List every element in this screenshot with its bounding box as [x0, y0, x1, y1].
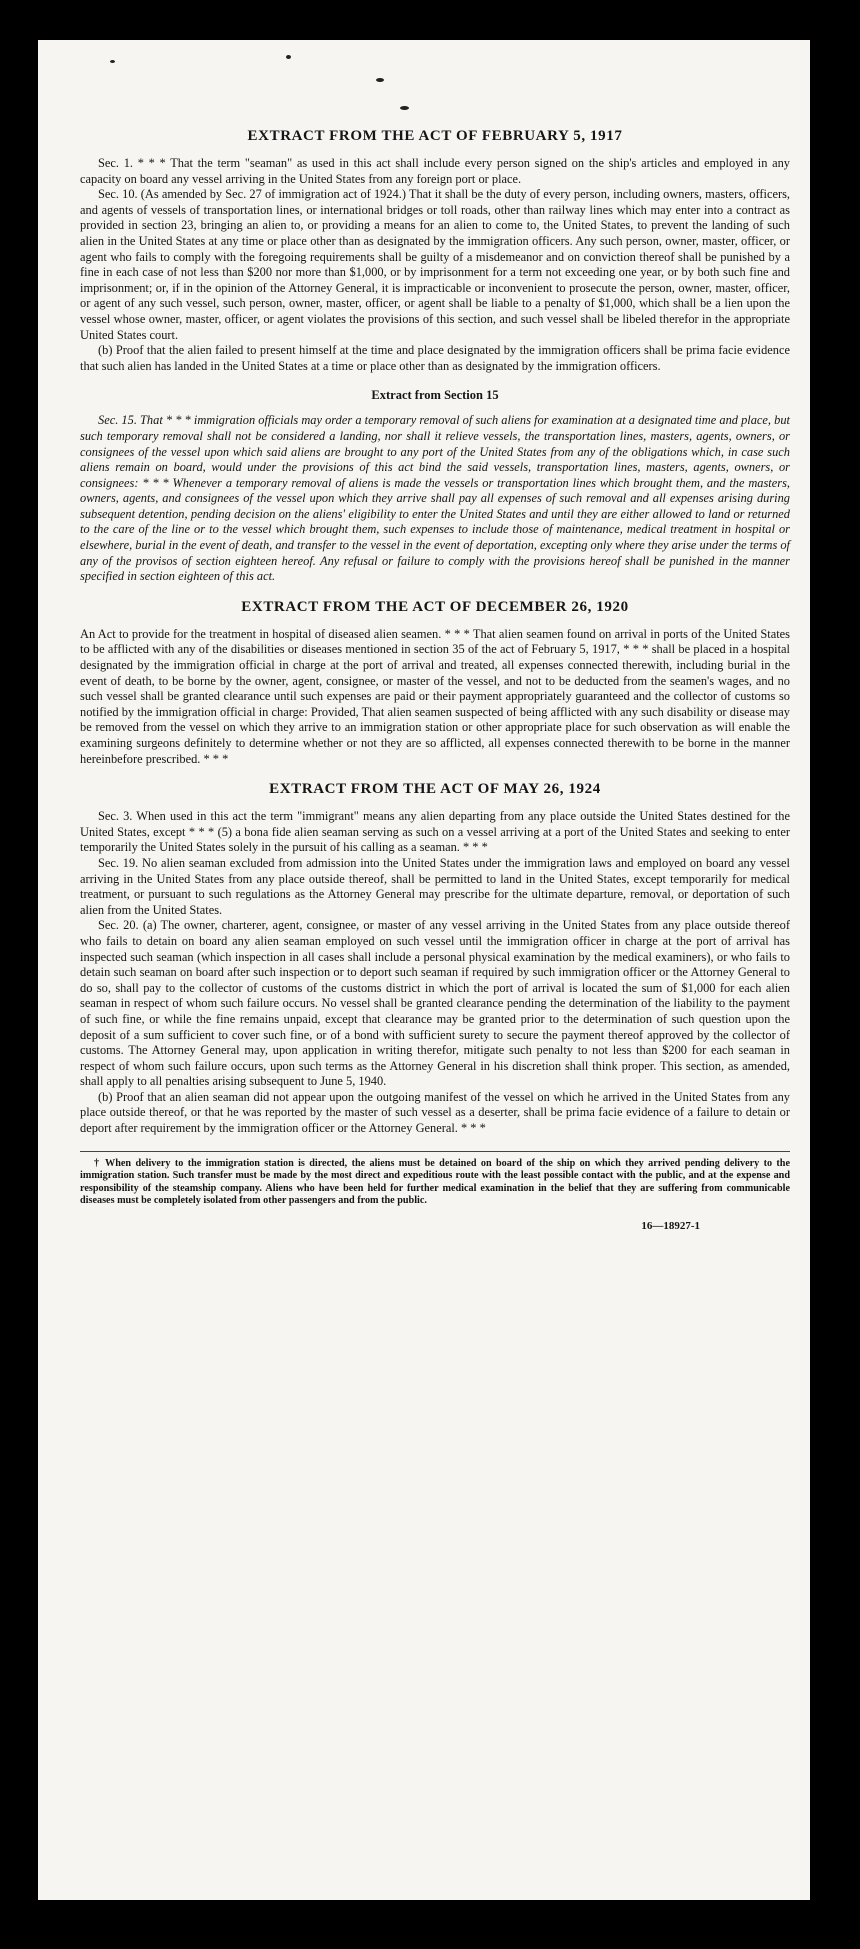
form-number: 16—18927-1 — [641, 1220, 700, 1233]
heading-section-15: Extract from Section 15 — [371, 388, 499, 403]
footnote — [80, 1151, 790, 1208]
paragraph-sec-10: Sec. 10. (As amended by Sec. 27 of immigration act of 1924.) That it shall be the duty of every person, including owners, masters, officers, and agents of vessels of transportation lines, or international bridges or toll roads, other than railway lines which may enter into a contract as provided in section 23, bringing an alien to, or providing a means for an alien to come to, the United States, to prevent the landing of such alien in the United States at any time or place other than as designated by the immigration officers. Any such person, owner, master, officer, or agent who fails to comply with the foregoing requirements shall be guilty of a misdemeanor and on conviction thereof shall be punished by a fine in each case of not less than $200 nor more than $1,000, or by imprisonment for a term not exceeding one year, or by both such fine and imprisonment; or, if in the opinion of the Attorney General, it is impracticable or inconvenient to prosecute the person, owner, master, officer, or agent of any such vessel, such person, owner, master, officer, or agent shall be liable to a penalty of $1,000, which shall be a lien upon the vessel whose owner, master, officer, or agent violates the provisions of this section, and such vessel shall be libeled therefor in the appropriate United States court. — [80, 187, 790, 342]
paragraph-sec-15: Sec. 15. That * * * immigration officials may order a temporary removal of such aliens for examination at a designated time and place, but such temporary removal shall not be considered a landing, nor shall it relieve vessels, the transportation lines, masters, agents, owners, or consignees of the vessel upon which said aliens are brought to any port of the United States from any of the obligations which, in case such aliens remain on board, would under the provisions of this act bind the said vessels, transportation lines, masters, agents, owners, or consignees: * * * Whenever a temporary removal of aliens is made the vessels or transportation lines which brought them, and the masters, owners, agents, and consignees of the vessel upon which they arrive shall pay all expenses of such removal and all expenses arising during subsequent detention, pending decision on the aliens' eligibility to enter the United States and until they are either allowed to land or returned to the care of the line or to the vessel which brought them, such expenses to include those of maintenance, medical treatment in hospital or elsewhere, burial in the event of death, and transfer to the vessel in the event of deportation, excepting only where they arise under the terms of any of the provisos of section eighteen hereof. Any refusal or failure to comply with the provisions hereof shall be punished in the manner specified in section eighteen of this act. — [80, 413, 791, 584]
document-page — [38, 40, 810, 1900]
paragraph-sec-3: Sec. 3. When used in this act the term "immigrant" means any alien departing from any place outside the United States destined for the United States, except * * * (5) a bona fide alien seaman serving as such on a vessel arriving at a port of the United States and seeking to enter temporarily the United States solely in the pursuit of his calling as a seaman. * * * — [80, 809, 790, 855]
heading-act-1924: EXTRACT FROM THE ACT OF MAY 26, 1924 — [269, 781, 601, 798]
heading-act-1917: EXTRACT FROM THE ACT OF FEBRUARY 5, 1917 — [247, 128, 623, 144]
paragraph-act-1920: An Act to provide for the treatment in hospital of diseased alien seamen. * * * That alien seamen found on arrival in ports of the United States to be afflicted with any of the disabilities or diseases mentioned in section 35 of the act of February 5, 1917, * * * shall be placed in a hospital designated by the immigration official in charge at the port of arrival and treated, all expenses connected therewith, including burial in the event of death, to be borne by the owner, agent, consignee, or master of the vessel, and not to be deducted from the seamen's wages, and no such vessel shall be granted clearance until such expenses are paid or their payment appropriately guaranteed and the collector of customs so notified by the immigration official in charge: Provided, That alien seamen suspected of being afflicted with any such disability or disease may be removed from the vessel on which they arrive to an immigration station or other appropriate place for such observation as will enable the examining surgeons definitely to determine whether or not they are so afflicted, all expenses connected therewith to be borne in the manner hereinbefore prescribed. * * * — [80, 626, 790, 766]
scan-speck — [376, 78, 384, 82]
scan-speck — [110, 60, 115, 63]
paragraph-sec-19: Sec. 19. No alien seaman excluded from admission into the United States under the immigration laws and employed on board any vessel arriving in the United States from any place outside thereof, shall be permitted to land in the United States, except temporarily for medical treatment, or pursuant to such regulations as the Attorney General may prescribe for the ultimate departure, removal, or deportation of such alien from the United States. — [80, 855, 790, 917]
paragraph-sec-1: Sec. 1. * * * That the term "seaman" as used in this act shall include every person signed on the ship's articles and employed in any capacity on board any vessel arriving in the United States from any foreign port or place. — [80, 156, 790, 186]
paragraph-sec-20-b: (b) Proof that an alien seaman did not appear upon the outgoing manifest of the vessel on which he arrived in the United States from any place outside thereof, or that he was reported by the master of such vessel as a deserter, shall be prima facie evidence of a failure to detain or deport after requirement by the immigration officer or the Attorney General. * * * — [80, 1089, 790, 1136]
scan-marks — [38, 40, 810, 140]
paragraph-sec-20: Sec. 20. (a) The owner, charterer, agent, consignee, or master of any vessel arriving in the United States from any place outside thereof who fails to detain on board any alien seaman employed on such vessel until the immigration officer in charge at the port of arrival has inspected such seaman (which inspection in all cases shall include a personal physical examination by the medical examiners), or who fails to detain such seaman on board after such inspection or to deport such seaman if required by such immigration officer or the Attorney General to do so, shall pay to the collector of customs of the customs district in which the port of arrival is located the sum of $1,000 for each alien seaman in respect of whom such failure occurs. No vessel shall be granted clearance pending the determination of the liability to the payment of such fine, or while the fine remains unpaid, except that clearance may be granted prior to the determination of such question upon the deposit of a sum sufficient to cover such fine, or of a bond with sufficient surety to secure the payment thereof approved by the collector of customs. The Attorney General may, upon application in writing therefor, mitigate such penalty to not less than $200 for each seaman in respect of whom such failure occurs, upon such terms as the Attorney General in his discretion shall think proper. This section, as amended, shall apply to all penalties arising subsequent to June 5, 1940. — [80, 918, 790, 1089]
scan-speck — [286, 55, 291, 59]
scan-speck — [400, 106, 409, 110]
paragraph-sec-10-b: (b) Proof that the alien failed to present himself at the time and place designated by the immigration officers shall be prima facie evidence that such alien has landed in the United States at a time or place other than as designated by the immigration officers. — [80, 343, 790, 373]
heading-act-1920: EXTRACT FROM THE ACT OF DECEMBER 26, 1920 — [241, 598, 629, 615]
footnote-text: † When delivery to the immigration station is directed, the aliens must be detained on board of the ship on which they arrived pending delivery to the immigration station. Such transfer must be made by the most direct and expeditious route with the least possible contact with the public, and at the expense and responsibility of the steamship company. Aliens who have been held for further medical examination in the belief that they are suffering from communicable diseases must be completely isolated from other passengers and from the public. — [80, 1157, 790, 1207]
document-body — [80, 128, 790, 1232]
